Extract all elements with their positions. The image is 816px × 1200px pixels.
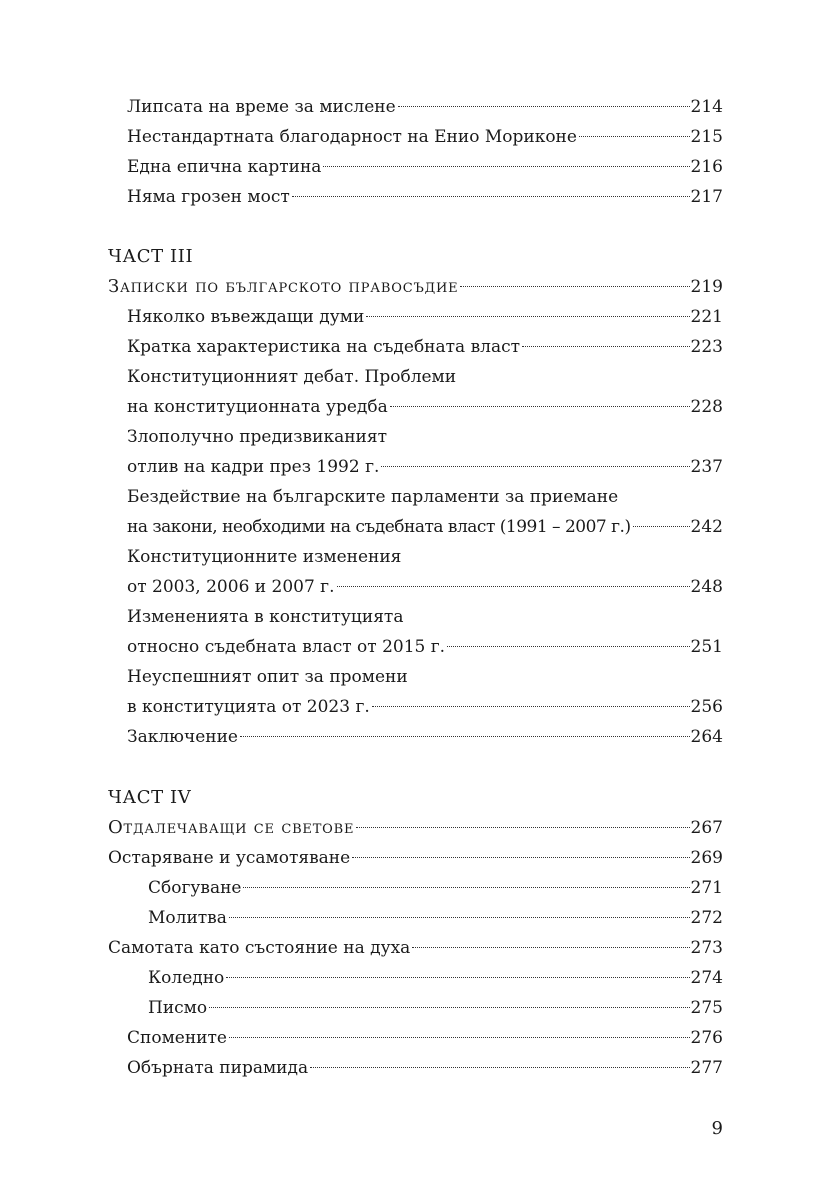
toc-entry-page: 275: [690, 998, 723, 1018]
toc-entry-page: 228: [690, 397, 723, 417]
dot-leader: [243, 887, 689, 888]
toc-entry-title: на закони, необходими на съдебната власт (1991 – 2007 г.): [127, 517, 631, 537]
toc-entry-line: [127, 362, 723, 392]
dot-leader: [337, 586, 690, 587]
toc-entry-title: отлив на кадри през 1992 г.: [127, 457, 380, 477]
part-heading-title: ЧАСТ III: [108, 246, 194, 267]
toc-entry-title: Молитва: [148, 908, 227, 928]
toc-entry-title: Измененията в конституцията: [127, 607, 404, 627]
toc-entry: [127, 572, 723, 602]
dot-leader: [447, 646, 689, 647]
toc-entry-title: Заключение: [127, 727, 238, 747]
part-heading: [108, 783, 723, 813]
toc-entry-title: от 2003, 2006 и 2007 г.: [127, 577, 335, 597]
toc-entry-title: Няма грозен мост: [127, 187, 290, 207]
toc-entry-page: 272: [690, 908, 723, 928]
toc-entry-page: 273: [690, 938, 723, 958]
toc-entry: [127, 632, 723, 662]
dot-leader: [460, 286, 689, 287]
dot-leader: [412, 947, 689, 948]
toc-entry-title: Нестандартната благодарност на Енио Мориконе: [127, 127, 577, 147]
toc-entry: [127, 692, 723, 722]
toc-entry: [127, 452, 723, 482]
toc-entry: [127, 392, 723, 422]
toc-entry-page: 271: [690, 878, 723, 898]
dot-leader: [352, 857, 689, 858]
section-entry: [108, 813, 723, 843]
toc-entry-page: 216: [690, 157, 723, 177]
section-entry-page: 267: [690, 818, 723, 838]
dot-leader: [356, 827, 689, 828]
toc-entry-title: Обърната пирамида: [127, 1058, 309, 1078]
dot-leader: [229, 917, 690, 918]
toc-entry-page: 274: [690, 968, 723, 988]
dot-leader: [381, 466, 689, 467]
toc-entry: [127, 182, 723, 212]
toc-entry-page: 269: [690, 848, 723, 868]
toc-entry-title: Самотата като състояние на духа: [108, 938, 411, 958]
toc-entry-page: 276: [690, 1028, 723, 1048]
dot-leader: [366, 316, 689, 317]
toc-entry-page: 242: [690, 517, 723, 537]
toc-entry: [127, 332, 723, 362]
toc-entry-page: 237: [690, 457, 723, 477]
toc-entry-title: Конституционният дебат. Проблеми: [127, 367, 457, 387]
toc-entry-title: Конституционните изменения: [127, 547, 402, 567]
dot-leader: [240, 736, 690, 737]
dot-leader: [323, 166, 689, 167]
toc-entry: [127, 152, 723, 182]
dot-leader: [209, 1007, 689, 1008]
toc-entry-page: 256: [690, 697, 723, 717]
toc-entry-page: 217: [690, 187, 723, 207]
dot-leader: [633, 526, 690, 527]
toc-entry-page: 221: [690, 307, 723, 327]
toc-entry: [127, 512, 723, 542]
part-heading: [108, 242, 723, 272]
section-entry-title: Записки по българското правосъдие: [108, 276, 459, 297]
toc-entry-title: Писмо: [148, 998, 208, 1018]
dot-leader: [522, 346, 690, 347]
toc-entry-title: Злополучно предизвиканият: [127, 427, 387, 447]
toc-entry-page: 277: [690, 1058, 723, 1078]
toc-entry: [127, 122, 723, 152]
dot-leader: [310, 1067, 689, 1068]
toc-entry-page: 223: [690, 337, 723, 357]
toc-entry: [148, 963, 723, 993]
dot-leader: [229, 1037, 690, 1038]
toc-entry-title: Спомените: [127, 1028, 227, 1048]
toc-entry-title: Коледно: [148, 968, 225, 988]
toc-entry: [108, 933, 723, 963]
toc-entry-page: 264: [690, 727, 723, 747]
toc-entry-title: относно съдебната власт от 2015 г.: [127, 637, 446, 657]
page-number: 9: [711, 1118, 723, 1139]
toc-entry: [127, 92, 723, 122]
toc-entry-title: Неуспешният опит за промени: [127, 667, 408, 687]
toc-entry-title: на конституционната уредба: [127, 397, 388, 417]
dot-leader: [292, 196, 690, 197]
dot-leader: [226, 977, 689, 978]
toc-entry-title: Кратка характеристика на съдебната власт: [127, 337, 521, 357]
toc-entry-line: [127, 422, 723, 452]
toc-entry-title: Остаряване и усамотяване: [108, 848, 351, 868]
toc-entry-title: Сбогуване: [148, 878, 242, 898]
toc-entry-line: [127, 602, 723, 632]
toc-entry-page: 214: [690, 97, 723, 117]
toc-entry-page: 248: [690, 577, 723, 597]
part-heading-title: ЧАСТ IV: [108, 787, 192, 808]
toc-entry: [127, 1053, 723, 1083]
toc-entry: [148, 993, 723, 1023]
section-entry-page: 219: [690, 277, 723, 297]
toc-entry-page: 251: [690, 637, 723, 657]
toc-entry-line: [127, 662, 723, 692]
toc-entry-title: в конституцията от 2023 г.: [127, 697, 370, 717]
toc-entry: [127, 722, 723, 752]
dot-leader: [579, 136, 690, 137]
toc-entry: [148, 903, 723, 933]
section-entry-title: Отдалечаващи се светове: [108, 817, 355, 838]
dot-leader: [372, 706, 690, 707]
dot-leader: [390, 406, 690, 407]
toc-entry-line: [127, 482, 723, 512]
toc-entry-title: Бездействие на българските парламенти за приемане: [127, 487, 619, 507]
toc-entry: [148, 873, 723, 903]
toc-entry: [127, 302, 723, 332]
toc-entry-line: [127, 542, 723, 572]
toc-entry-title: Една епична картина: [127, 157, 322, 177]
toc-entry-title: Липсата на време за мислене: [127, 97, 396, 117]
section-entry: [108, 272, 723, 302]
toc-entry: [108, 843, 723, 873]
toc-entry: [127, 1023, 723, 1053]
dot-leader: [398, 106, 690, 107]
toc-entry-title: Няколко въвеждащи думи: [127, 307, 365, 327]
toc-entry-page: 215: [690, 127, 723, 147]
